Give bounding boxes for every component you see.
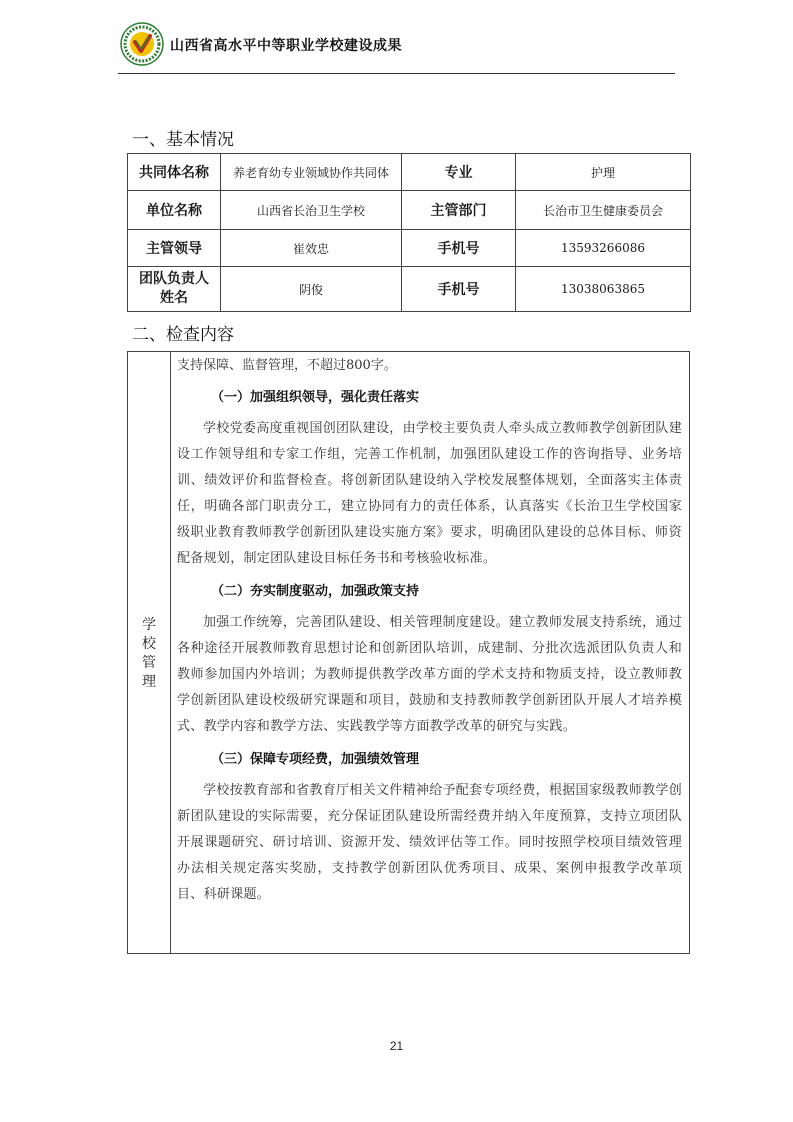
table-row [128,154,691,191]
section-title-inspection: 二、检查内容 [132,325,234,345]
value-unit-name: 山西省长治卫生学校 [221,191,402,230]
side-label-column [128,352,171,953]
school-logo-icon [120,22,164,66]
subsection-text-1: 学校党委高度重视国创团队建设，由学校主要负责人牵头成立教师教学创新团队建设工作领导组和专家工作组，完善工作机制，加强团队建设工作的咨询指导、业务培训、绩效评价和监督检查。将创新团队建设纳入学校发展整体规划，全面落实主体责任，明确各部门职责分工，建立协同有力的责任体系，认真落实《长治卫生学校国家级职业教育教师教学创新团队建设实施方案》要求，明确团队建设的总体目标、师资配备规划，制定团队建设目标任务书和考核验收标准。 [177,421,682,566]
value-leader: 崔效忠 [221,230,402,267]
value-department: 长治市卫生健康委员会 [516,191,691,230]
label-team-leader-line1: 团队负责人 [139,271,209,287]
school-management-box [127,351,690,954]
school-management-content [177,354,682,908]
table-row [128,267,691,312]
intro-text: 支持保障、监督管理，不超过800字。 [177,358,397,373]
label-unit-name: 单位名称 [128,191,221,230]
value-phone-2: 13038063865 [516,267,691,312]
value-phone: 13593266086 [516,230,691,267]
page-number: 21 [389,1039,404,1053]
subsection-heading-2: （二）夯实制度驱动，加强政策支持 [211,584,420,599]
subsection-text-3: 学校按教育部和省教育厅相关文件精神给予配套专项经费，根据国家级教师教学创新团队建设的实际需要，充分保证团队建设所需经费并纳入年度预算，支持立项团队开展课题研究、研讨培训、资源开发、绩效评估等工作。同时按照学校项目绩效管理办法相关规定落实奖励，支持教学创新团队优秀项目、成果、案例申报教学改革项目、科研课题。 [177,783,682,902]
label-phone: 手机号 [402,230,516,267]
label-team-leader-line2: 姓名 [160,290,188,306]
basic-info-table [127,153,691,312]
subsection-text-2: 加强工作统筹，完善团队建设、相关管理制度建设。建立教师发展支持系统，通过各种途径开展教师教育思想讨论和创新团队培训，成建制、分批次选派团队负责人和教师参加国内外培训；为教师提供教学改革方面的学术支持和物质支持，设立教师教学创新团队建设校级研究课题和项目，鼓励和支持教师教学创新团队开展人才培养模式、教学内容和教学方法、实践教学等方面教学改革的研究与实践。 [177,615,682,734]
value-major: 护理 [516,154,691,191]
label-phone-2: 手机号 [402,267,516,312]
label-department: 主管部门 [402,191,516,230]
label-team-leader [128,267,221,312]
header-title: 山西省高水平中等职业学校建设成果 [170,38,402,54]
side-label-school-management: 学校管理 [142,617,156,690]
header-divider [118,73,675,74]
label-community-name: 共同体名称 [128,154,221,191]
label-major: 专业 [402,154,516,191]
subsection-heading-3: （三）保障专项经费，加强绩效管理 [211,752,420,767]
section-title-basic-info: 一、基本情况 [132,130,234,150]
table-row [128,230,691,267]
page-header [118,18,675,74]
subsection-heading-1: （一）加强组织领导，强化责任落实 [211,390,420,405]
value-community-name: 养老育幼专业领域协作共同体 [221,154,402,191]
value-team-leader: 阴俊 [221,267,402,312]
table-row [128,191,691,230]
label-leader: 主管领导 [128,230,221,267]
